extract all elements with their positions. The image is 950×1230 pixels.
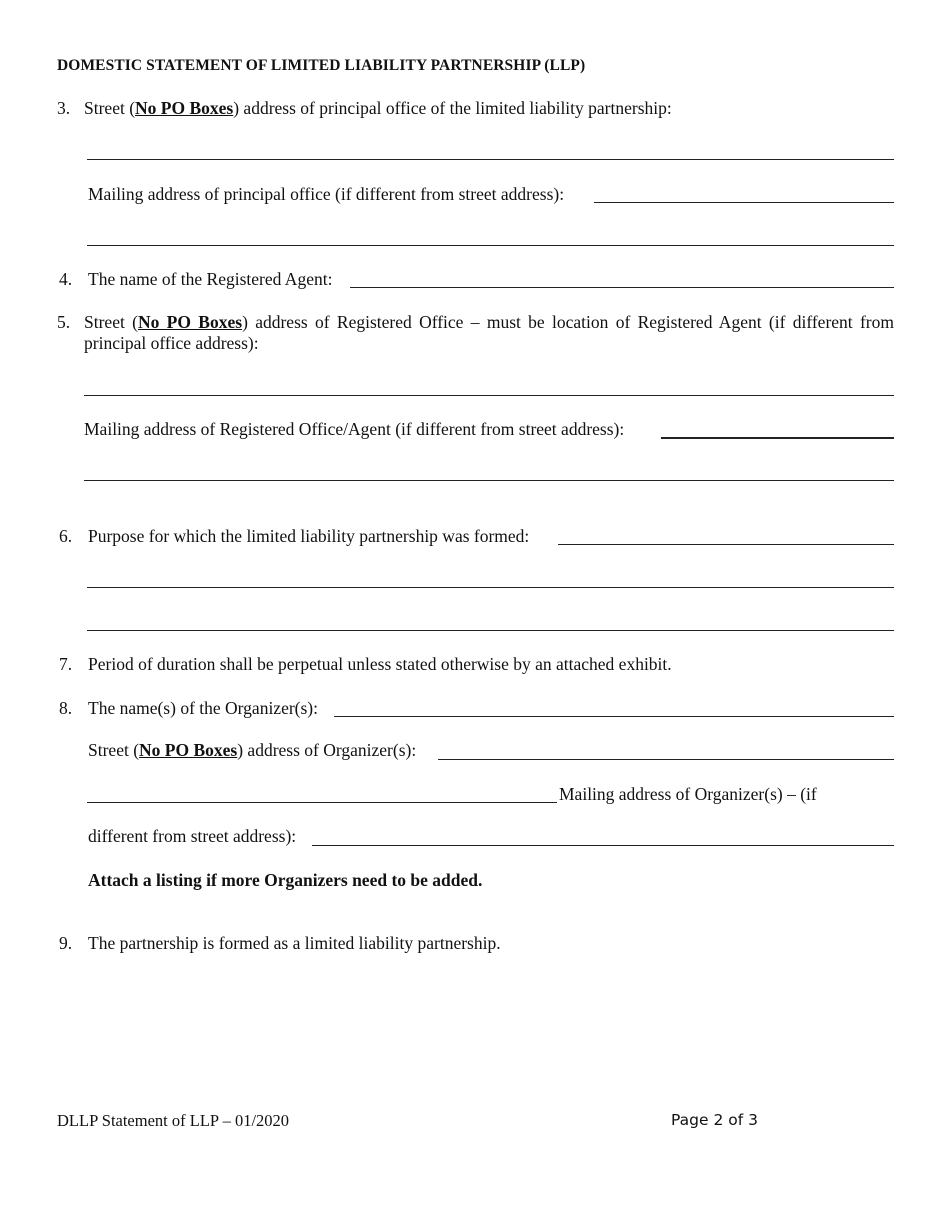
organizer-street-line-2[interactable]	[87, 802, 557, 803]
item-4-number: 4.	[59, 269, 73, 289]
principal-street-address-line[interactable]	[87, 159, 894, 160]
item-5-label	[84, 312, 894, 354]
item-5-post: ) address of Registered Office – must be location of Registered Agent (if different from principal office address):	[84, 312, 894, 353]
footer-page-number: Page 2 of 3	[671, 1111, 758, 1129]
registered-office-street-line[interactable]	[84, 395, 894, 396]
duration-statement: Period of duration shall be perpetual unless stated otherwise by an attached exhibit.	[88, 654, 672, 674]
item-3-post: ) address of principal office of the limited liability partnership:	[233, 98, 672, 118]
footer-form-id: DLLP Statement of LLP – 01/2020	[57, 1111, 290, 1130]
purpose-line-1[interactable]	[558, 544, 894, 545]
purpose-label: Purpose for which the limited liability partnership was formed:	[88, 526, 530, 546]
organizer-mailing-label-part1: Mailing address of Organizer(s) – (if	[559, 784, 817, 804]
registered-office-mailing-label: Mailing address of Registered Office/Agent (if different from street address):	[84, 419, 625, 439]
organizer-name-line[interactable]	[334, 716, 894, 717]
page-title: DOMESTIC STATEMENT OF LIMITED LIABILITY PARTNERSHIP (LLP)	[57, 57, 586, 74]
item-3-pre: Street (	[84, 98, 136, 118]
registered-office-mailing-line-2[interactable]	[84, 480, 894, 481]
principal-mailing-label: Mailing address of principal office (if different from street address):	[88, 184, 565, 204]
purpose-line-3[interactable]	[87, 630, 894, 631]
item-3-number: 3.	[57, 98, 71, 118]
registered-office-mailing-line-1[interactable]	[661, 437, 894, 439]
organizer-street-label	[88, 740, 416, 761]
registered-agent-name-line[interactable]	[350, 287, 894, 288]
organizer-mailing-label-part2: different from street address):	[88, 826, 297, 846]
item-9-number: 9.	[59, 933, 73, 953]
organizer-street-pre: Street (	[88, 740, 140, 760]
organizer-name-label: The name(s) of the Organizer(s):	[88, 698, 318, 718]
item-5-number: 5.	[57, 312, 71, 332]
purpose-line-2[interactable]	[87, 587, 894, 588]
item-8-number: 8.	[59, 698, 73, 718]
principal-mailing-line-1[interactable]	[594, 202, 894, 203]
no-po-boxes-label: No PO Boxes	[135, 98, 234, 118]
item-6-number: 6.	[59, 526, 73, 546]
no-po-boxes-label: No PO Boxes	[139, 740, 238, 760]
principal-mailing-line-2[interactable]	[87, 245, 894, 246]
item-7-number: 7.	[59, 654, 73, 674]
registered-agent-label: The name of the Registered Agent:	[88, 269, 333, 289]
item-5-pre: Street (	[84, 312, 138, 332]
item-3-label	[84, 98, 672, 119]
organizer-mailing-line[interactable]	[312, 845, 894, 846]
organizer-street-post: ) address of Organizer(s):	[237, 740, 417, 760]
attach-listing-note: Attach a listing if more Organizers need to be added.	[88, 870, 483, 890]
organizer-street-line[interactable]	[438, 759, 894, 760]
partnership-formation-statement: The partnership is formed as a limited liability partnership.	[88, 933, 501, 953]
no-po-boxes-label: No PO Boxes	[137, 312, 243, 332]
